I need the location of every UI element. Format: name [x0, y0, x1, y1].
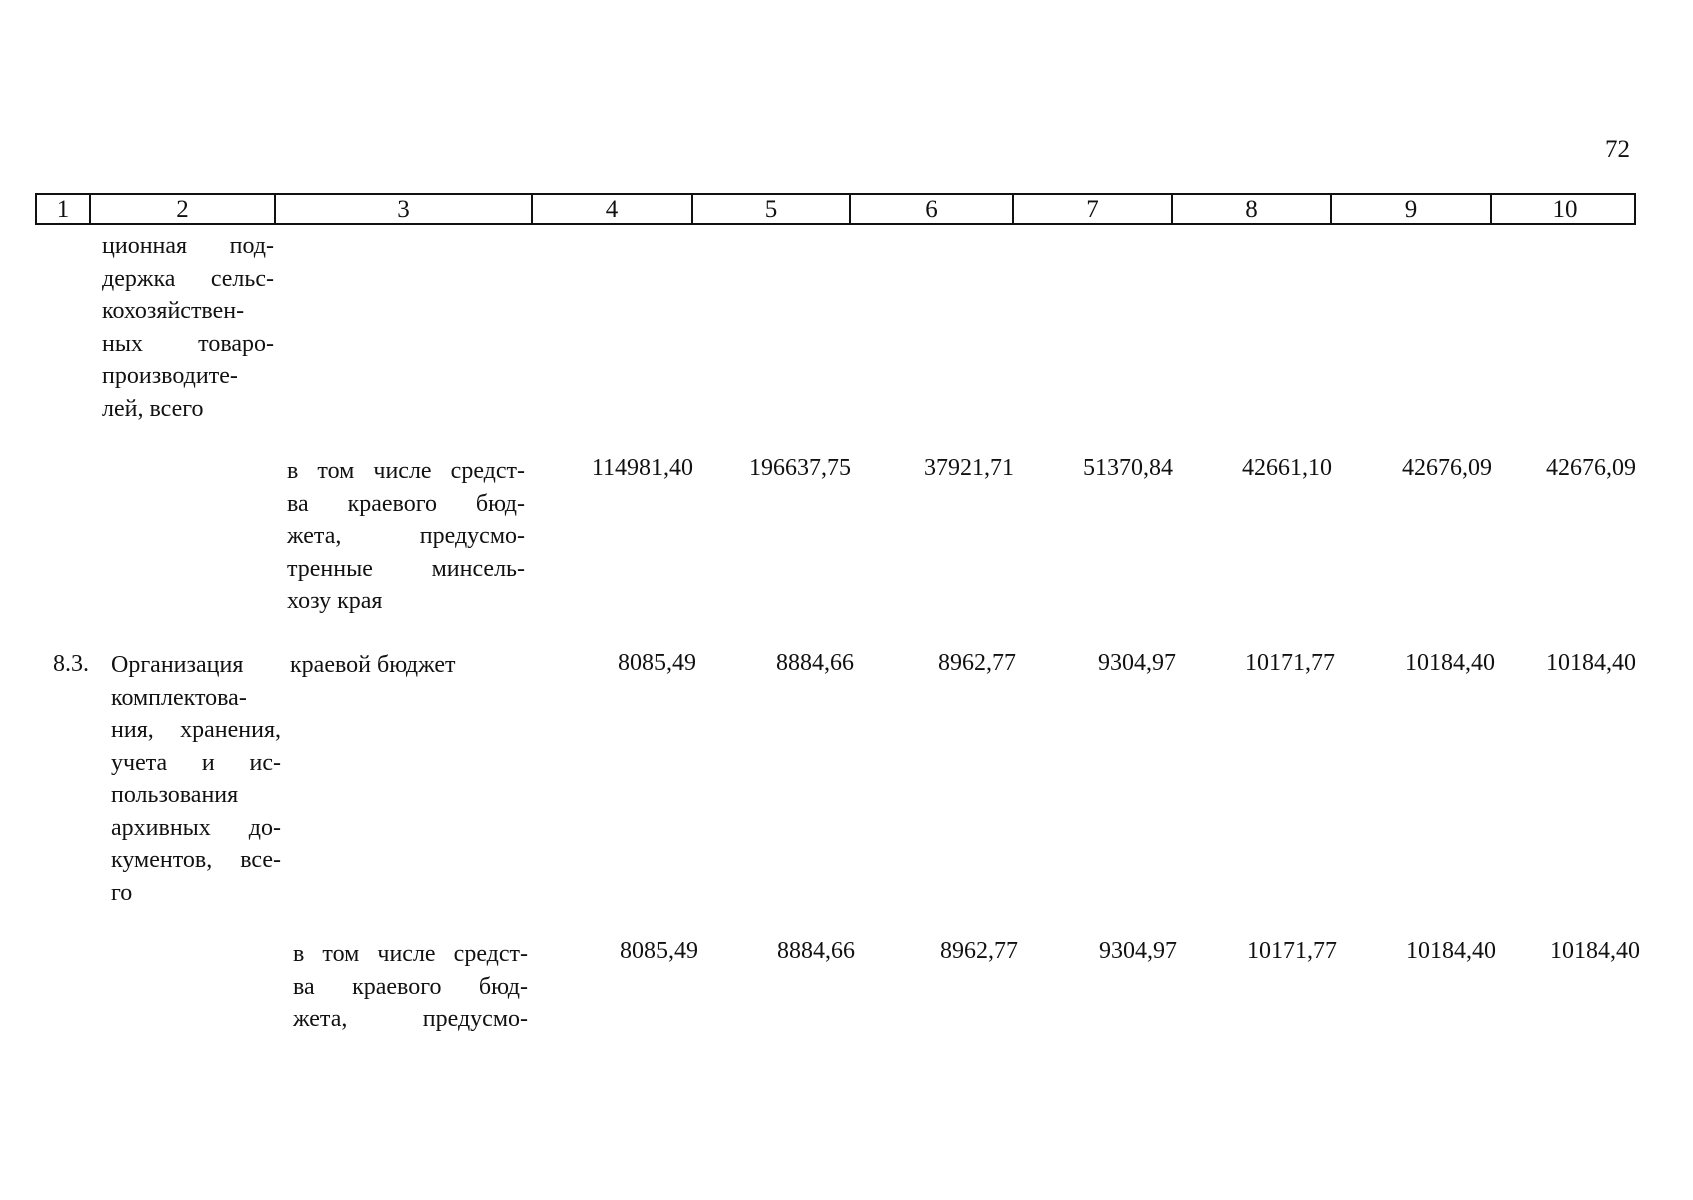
column-header-3: 3: [276, 195, 533, 223]
column-header-9: 9: [1332, 195, 1492, 223]
name-line: держка сельс-: [102, 265, 274, 292]
row-3-value-col7: 9304,97: [1099, 938, 1177, 964]
row-2-value-col8: 10171,77: [1245, 650, 1335, 676]
row-3-value-col8: 10171,77: [1247, 938, 1337, 964]
row-3-source: [293, 938, 528, 1036]
row-3-value-col9: 10184,40: [1406, 938, 1496, 964]
source-line: хозу края: [287, 588, 383, 614]
column-header-10: 10: [1552, 195, 1578, 223]
row-1-source: [287, 455, 525, 618]
name-line: кохозяйствен-: [102, 298, 245, 324]
row-2-value-col10: 10184,40: [1546, 650, 1636, 676]
row-0-name: [102, 230, 274, 425]
name-line: учета и ис-: [111, 749, 281, 776]
column-header-1: 1: [37, 195, 91, 223]
name-line: ционная под-: [102, 233, 274, 259]
name-line: комплектова-: [111, 684, 247, 711]
row-2-name: [111, 649, 281, 909]
row-3-value-col6: 8962,77: [940, 938, 1018, 964]
row-1-value-col6: 37921,71: [924, 455, 1014, 481]
row-2-value-col9: 10184,40: [1405, 650, 1495, 676]
name-line: пользования: [111, 782, 239, 808]
source-line: в том числе средст-: [287, 458, 525, 484]
row-2-value-col4: 8085,49: [618, 650, 696, 676]
column-header-4: 4: [533, 195, 693, 223]
row-1-value-col7: 51370,84: [1083, 455, 1173, 481]
row-1-value-col10: 42676,09: [1546, 455, 1636, 481]
row-2-value-col7: 9304,97: [1098, 650, 1176, 676]
column-header-8: 8: [1173, 195, 1332, 223]
name-line: архивных до-: [111, 814, 281, 841]
row-2-source: [290, 649, 528, 682]
row-1-value-col8: 42661,10: [1242, 455, 1332, 481]
name-line: ния, хранения,: [111, 717, 281, 743]
name-line: го: [111, 879, 133, 906]
name-line: производите-: [102, 363, 238, 389]
column-header-5: 5: [693, 195, 851, 223]
source-line: ва краевого бюд-: [287, 490, 525, 517]
column-header-7: 7: [1014, 195, 1173, 223]
row-1-value-col5: 196637,75: [749, 455, 851, 481]
row-1-value-col4: 114981,40: [591, 455, 693, 481]
row-3-value-col10: 10184,40: [1550, 938, 1640, 964]
row-2-value-col5: 8884,66: [776, 650, 854, 676]
name-line: кументов, все-: [111, 847, 281, 873]
source-line: жета, предусмо-: [287, 523, 525, 549]
name-line: Организация: [111, 652, 244, 678]
source-line: тренные минсель-: [287, 555, 525, 582]
column-header-6: 6: [851, 195, 1014, 223]
source-line: краевой бюджет: [290, 652, 456, 678]
row-3-value-col5: 8884,66: [777, 938, 855, 964]
row-2-value-col6: 8962,77: [938, 650, 1016, 676]
name-line: ных товаро-: [102, 330, 274, 357]
name-line: лей, всего: [102, 395, 204, 422]
column-header-2: 2: [91, 195, 276, 223]
page-number: 72: [1605, 136, 1630, 163]
source-line: жета, предусмо-: [293, 1006, 528, 1032]
row-1-value-col9: 42676,09: [1402, 455, 1492, 481]
source-line: ва краевого бюд-: [293, 973, 528, 1000]
row-3-value-col4: 8085,49: [620, 938, 698, 964]
table-header: [35, 193, 1636, 225]
row-2-code: 8.3.: [53, 651, 89, 677]
source-line: в том числе средст-: [293, 941, 528, 967]
